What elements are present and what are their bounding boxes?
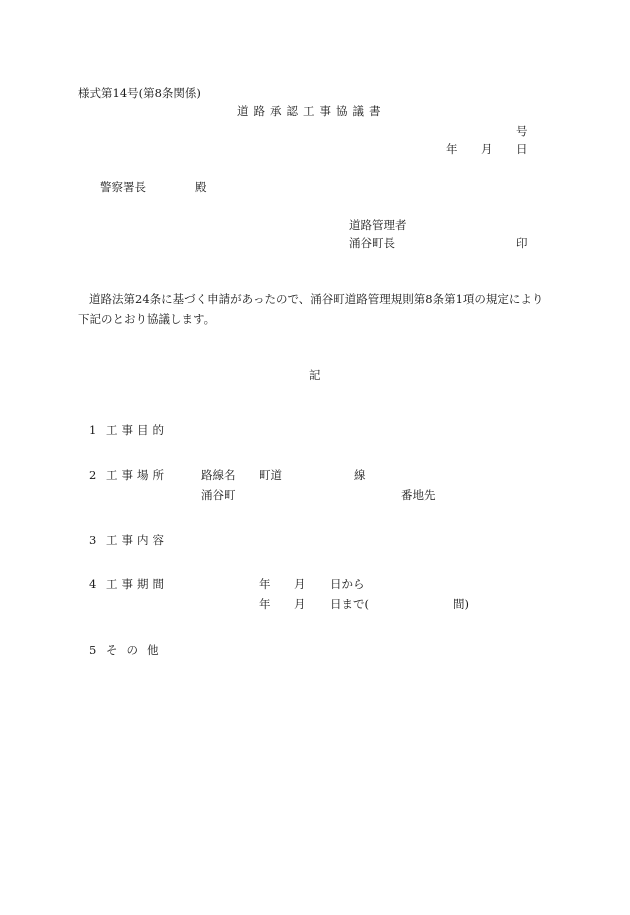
date-year: 年 [446,142,458,156]
item-4-number: 4 [89,577,97,591]
item-2-label: 工事場所 [106,468,168,482]
date-day: 日 [516,142,528,156]
sender-role: 道路管理者 [349,218,407,232]
addressee-name: 警察署長 [100,180,146,194]
period-start-day: 日から [330,577,365,591]
town-name: 涌谷町 [201,488,236,502]
doc-number-suffix: 号 [516,124,528,138]
period-end-month: 月 [294,597,306,611]
period-end-day: 日まで( [330,597,369,611]
item-1-number: 1 [89,423,97,437]
body-text-line1: 道路法第24条に基づく申請があったので、涌谷町道路管理規則第8条第1項の規定により [89,292,544,306]
item-3-number: 3 [89,533,97,547]
seal-mark: 印 [516,236,528,250]
form-number: 様式第14号(第8条関係) [78,86,201,100]
addressee-honorific: 殿 [195,180,207,194]
document-title: 道路承認工事協議書 [237,104,386,118]
line-suffix: 線 [354,468,366,482]
item-5-number: 5 [89,643,97,657]
item-1-label: 工事目的 [106,423,168,437]
period-start-month: 月 [294,577,306,591]
period-end-year: 年 [259,597,271,611]
item-4-label: 工事期間 [106,577,168,591]
period-start-year: 年 [259,577,271,591]
body-text-line2: 下記のとおり協議します。 [78,312,216,326]
ki-heading: 記 [309,368,321,382]
item-5-label: その他 [106,643,168,657]
route-name-label: 路線名 [201,468,236,482]
sender-name: 涌谷町長 [349,236,395,250]
item-3-label: 工事内容 [106,533,168,547]
period-duration-end: 間) [453,597,469,611]
item-2-number: 2 [89,468,97,482]
road-type: 町道 [259,468,282,482]
address-suffix: 番地先 [401,488,436,502]
date-month: 月 [481,142,493,156]
